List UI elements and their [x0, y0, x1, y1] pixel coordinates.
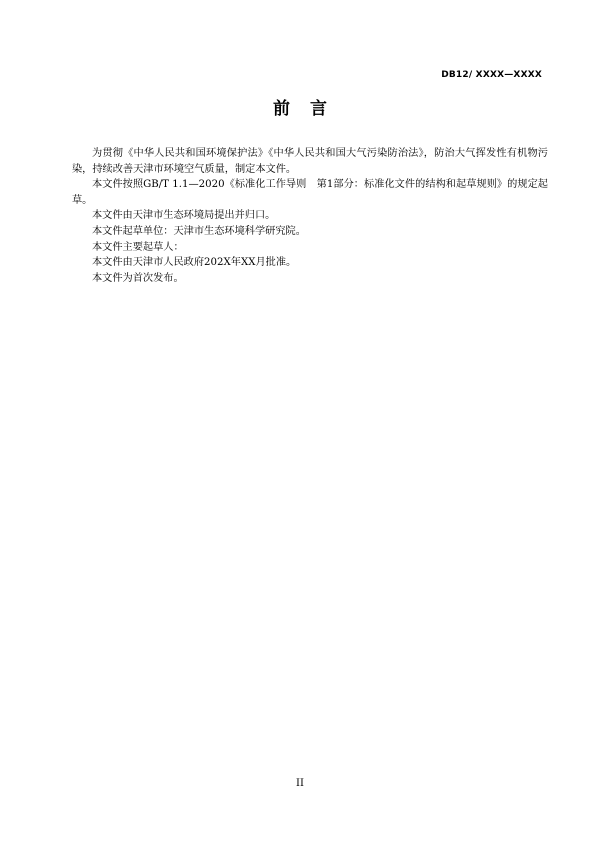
foreword-body: [72, 146, 548, 286]
paragraph-drafters: 本文件主要起草人：: [92, 241, 184, 253]
paragraph-approval: 本文件由天津市人民政府202X年XX月批准。: [92, 257, 297, 269]
paragraph-proposer: 本文件由天津市生态环境局提出并归口。: [92, 210, 276, 222]
paragraph-purpose: 为贯彻《中华人民共和国环境保护法》《中华人民共和国大气污染防治法》，防治大气挥发性有机物污染，持续改善天津市环境空气质量，制定本文件。: [72, 148, 548, 175]
page-number: II: [296, 778, 304, 789]
document-code: DB12/ XXXX—XXXX: [441, 70, 542, 80]
paragraph-drafting-unit: 本文件起草单位：天津市生态环境科学研究院。: [92, 225, 306, 237]
paragraph-first-release: 本文件为首次发布。: [92, 272, 184, 284]
page-title: 前言: [273, 99, 347, 119]
paragraph-drafting-rules: 本文件按照GB/T 1.1—2020《标准化工作导则 第1部分：标准化文件的结构和起草规则》的规定起草。: [72, 179, 548, 206]
